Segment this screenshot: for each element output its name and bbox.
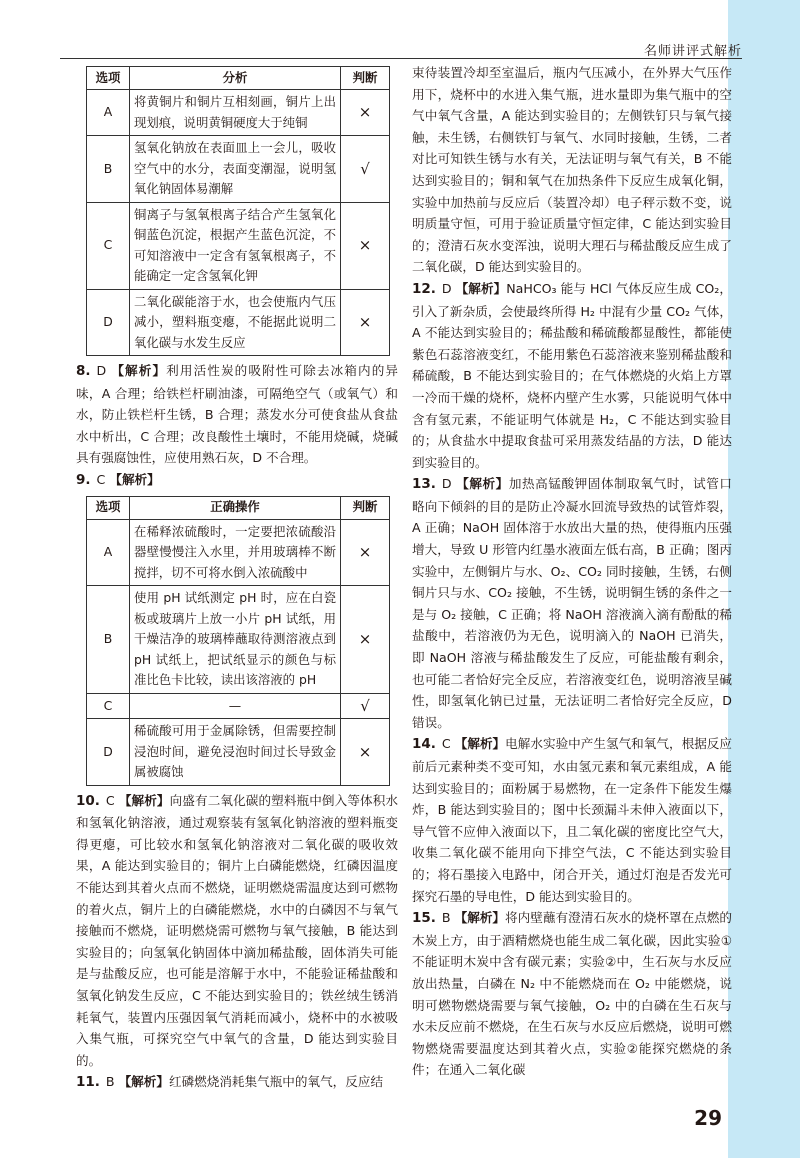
analysis-cell: 将黄铜片和铜片互相刻画，铜片上出现划痕，说明黄铜硬度大于纯铜 xyxy=(130,90,341,136)
judge-cell: √ xyxy=(341,693,390,719)
operation-cell: 在稀释浓硫酸时，一定要把浓硫酸沿器壁慢慢注入水里，并用玻璃棒不断搅拌，切不可将水倒入浓硫酸中 xyxy=(130,519,341,586)
answer-letter: B xyxy=(105,1074,115,1090)
answer-letter: C xyxy=(105,792,115,808)
right-column xyxy=(412,62,732,1081)
analysis-text: 加热高锰酸钾固体制取氧气时，试管口略向下倾斜的目的是防止冷凝水回流导致热的试管炸裂，A 正确；NaOH 固体溶于水放出大量的热，使得瓶内压强增大，导致 U 形管内红墨水液面左低右高，B 正确；图丙实验中，左侧铜片与水、O₂、CO₂ 同时接触，生锈，右侧铜片只与水、CO₂ 接触，不生锈，说明铜生锈的条件之一是与 O₂ 接触，C 正确；将 NaOH 溶液滴入滴有酚酞的稀盐酸中，若溶液仍为无色，说明滴入的 NaOH 已消失，即 NaOH 溶液与稀盐酸发生了反应，可能盐酸有剩余，也可能二者恰好完全反应，若溶液变红色，说明溶液呈碱性，即氢氧化钠已过量，无法证明二者恰好完全反应，D 错误。 xyxy=(412,476,732,730)
answer-q11 xyxy=(76,1071,398,1094)
answer-q10 xyxy=(76,790,398,1072)
table-header-row xyxy=(87,496,390,519)
table-row xyxy=(87,519,390,586)
analysis-tag: 【解析】 xyxy=(111,363,167,378)
judge-cell: × xyxy=(341,90,390,136)
analysis-cell: 氢氧化钠放在表面皿上一会儿，吸收空气中的水分，表面变潮湿，说明氢氧化钠固体易潮解 xyxy=(130,136,341,203)
analysis-tag: 【解析】 xyxy=(456,476,509,492)
option-cell: C xyxy=(87,202,130,289)
analysis-tag: 【解析】 xyxy=(109,471,160,487)
header-rule xyxy=(60,58,742,59)
table-row xyxy=(87,289,390,356)
option-cell: B xyxy=(87,586,130,694)
question-number: 12. xyxy=(412,280,436,297)
table-row xyxy=(87,136,390,203)
table-row xyxy=(87,693,390,719)
answer-q15 xyxy=(412,907,732,1081)
question-number: 9. xyxy=(76,471,91,488)
option-cell: A xyxy=(87,90,130,136)
option-cell: D xyxy=(87,289,130,356)
table-row xyxy=(87,719,390,786)
analysis-tag: 【解析】 xyxy=(454,736,506,752)
analysis-cell: 铜离子与氢氧根离子结合产生氢氧化铜蓝色沉淀，根据产生蓝色沉淀，不可知溶液中一定含有氢氧根离子，不能确定一定含氢氧化钾 xyxy=(130,202,341,289)
table-q7 xyxy=(86,66,390,356)
table-header-judge: 判断 xyxy=(341,496,390,519)
judge-cell: × xyxy=(341,202,390,289)
analysis-text: 红磷燃烧消耗集气瓶中的氧气，反应结 xyxy=(168,1074,384,1090)
analysis-text: 电解水实验中产生氢气和氧气，根据反应前后元素种类不变可知，水由氢元素和氧元素组成，A 能达到实验目的；面粉属于易燃物，在一定条件下能发生爆炸，B 能达到实验目的；图中长颈漏斗未伸入液面以下，导气管不应伸入液面以下，且二氧化碳的密度比空气大，收集二氧化碳不能用向下排空气法，C 不能达到实验目的；将石墨接入电路中，闭合开关，通过灯泡是否发光可探究石墨的导电性，D 能达到实验目的。 xyxy=(412,736,733,904)
analysis-tag: 【解析】 xyxy=(118,1074,169,1090)
left-column xyxy=(76,62,398,1094)
judge-cell: √ xyxy=(341,136,390,203)
judge-cell: × xyxy=(341,519,390,586)
table-header-analysis: 分析 xyxy=(130,67,341,90)
analysis-text: 利用活性炭的吸附性可除去冰箱内的异味，A 合理；给铁栏杆刷油漆，可隔绝空气（或氧气）和水，防止铁栏杆生锈，B 合理；蒸发水分可使食盐从食盐水中析出，C 合理；改良酸性土壤时，不能用烧碱，烧碱具有强腐蚀性，应使用熟石灰，D 不合理。 xyxy=(76,363,399,466)
page-number: 29 xyxy=(694,1106,722,1130)
analysis-tag: 【解析】 xyxy=(118,792,170,808)
option-cell: A xyxy=(87,519,130,586)
answer-q8 xyxy=(76,360,398,469)
question-number: 8. xyxy=(76,363,91,379)
page-header-title: 名师讲评式解析 xyxy=(643,44,742,59)
question-number: 15. xyxy=(412,910,436,927)
analysis-text: NaHCO₃ 能与 HCl 气体反应生成 CO₂，引入了新杂质，会使最终所得 H₂ 中混有少量 CO₂ 气体，A 不能达到实验目的；稀盐酸和稀硫酸都显酸性，都能使紫色石蕊溶液变红，不能用紫色石蕊溶液来鉴别稀盐酸和稀硫酸，B 不能达到实验目的；在气体燃烧的火焰上方罩一冷而干燥的烧杯，烧杯内壁产生水雾，只能说明气体中含有氢元素，不能证明气体就是 H₂，C 不能达到实验目的；从食盐水中提取食盐可采用蒸发结晶的方法，D 能达到实验目的。 xyxy=(412,280,732,470)
table-header-option: 选项 xyxy=(87,67,130,90)
analysis-cell: 二氧化碳能溶于水，也会使瓶内气压减小，塑料瓶变瘪，不能据此说明二氧化碳与水发生反应 xyxy=(130,289,341,356)
answer-q9 xyxy=(76,469,398,492)
option-cell: D xyxy=(87,719,130,786)
judge-cell: × xyxy=(341,719,390,786)
table-header-row xyxy=(87,67,390,90)
question-number: 10. xyxy=(76,792,100,809)
table-row xyxy=(87,202,390,289)
answer-q12 xyxy=(412,278,732,473)
judge-cell: × xyxy=(341,586,390,694)
option-cell: C xyxy=(87,693,130,719)
answer-letter: D xyxy=(441,476,452,492)
answer-letter: D xyxy=(96,363,107,378)
operation-cell: 稀硫酸可用于金属除锈，但需要控制浸泡时间，避免浸泡时间过长导致金属被腐蚀 xyxy=(130,719,341,786)
table-header-judge: 判断 xyxy=(341,67,390,90)
analysis-tag: 【解析】 xyxy=(455,280,507,296)
answer-q13 xyxy=(412,473,732,733)
answer-letter: C xyxy=(441,736,451,752)
operation-cell: 使用 pH 试纸测定 pH 时，应在白瓷板或玻璃片上放一小片 pH 试纸，用干燥洁净的玻璃棒蘸取待测溶液点到 pH 试纸上，把试纸显示的颜色与标准比色卡比较，读出该溶液的 pH xyxy=(130,586,341,694)
table-header-operation: 正确操作 xyxy=(130,496,341,519)
analysis-text: 将内壁蘸有澄清石灰水的烧杯罩在点燃的木炭上方，由于酒精燃烧也能生成二氧化碳，因此实验①不能证明木炭中含有碳元素；实验②中，生石灰与水反应放出热量，白磷在 N₂ 中不能燃烧而在 O₂ 中能燃烧，说明可燃物燃烧需要与氧气接触，O₂ 中的白磷在生石灰与水未反应前不燃烧，在生石灰与水反应后燃烧，说明可燃物燃烧需要温度达到其着火点，实验②能探究燃烧的条件；在通入二氧化碳 xyxy=(412,910,733,1078)
analysis-tag: 【解析】 xyxy=(454,910,506,926)
question-number: 11. xyxy=(76,1074,100,1091)
analysis-text: 向盛有二氧化碳的塑料瓶中倒入等体积水和氢氧化钠溶液，通过观察装有氢氧化钠溶液的塑料瓶变得更瘪，可比较水和氢氧化钠溶液对二氧化碳的吸收效果，A 能达到实验目的；铜片上白磷能燃烧，红磷因温度不能达到其着火点而不燃烧，证明燃烧需温度达到可燃物的着火点，铜片上的白磷能燃烧，水中的白磷因不与氧气接触而不燃烧，证明燃烧需可燃物与氧气接触，B 能达到实验目的；向氢氧化钠固体中滴加稀盐酸，固体消失可能是与盐酸反应，也可能是溶解于水中，不能验证稀盐酸和氢氧化钠发生反应，C 不能达到实验目的；铁丝绒生锈消耗氧气，装置内压强因氧气消耗而减小，烧杯中的水被吸入集气瓶，可探究空气中氧气的含量，D 能达到实验目的。 xyxy=(76,792,398,1068)
answer-letter: C xyxy=(96,471,106,487)
question-number: 13. xyxy=(412,476,436,493)
answer-q11-continued: 束待装置冷却至室温后，瓶内气压减小，在外界大气压作用下，烧杯中的水进入集气瓶，进水量即为集气瓶中的空气中氧气含量，A 能达到实验目的；左侧铁钉只与氧气接触，未生锈，右侧铁钉与氧气、水同时接触，生锈，二者对比可知铁生锈与水有关，无法证明与氧气有关，B 不能达到实验目的；铜和氧气在加热条件下反应生成氧化铜，实验中加热前与反应后（装置冷却）电子秤示数不变，说明质量守恒，可用于验证质量守恒定律，C 能达到实验目的；澄清石灰水变浑浊，说明大理石与稀盐酸反应生成了二氧化碳，D 能达到实验目的。 xyxy=(412,65,732,275)
table-row xyxy=(87,90,390,136)
answer-letter: D xyxy=(441,280,452,296)
question-number: 14. xyxy=(412,736,436,753)
option-cell: B xyxy=(87,136,130,203)
answer-letter: B xyxy=(441,910,451,926)
table-q9 xyxy=(86,496,390,786)
operation-cell: — xyxy=(130,693,341,719)
table-header-option: 选项 xyxy=(87,496,130,519)
judge-cell: × xyxy=(341,289,390,356)
table-row xyxy=(87,586,390,694)
answer-q14 xyxy=(412,733,732,907)
